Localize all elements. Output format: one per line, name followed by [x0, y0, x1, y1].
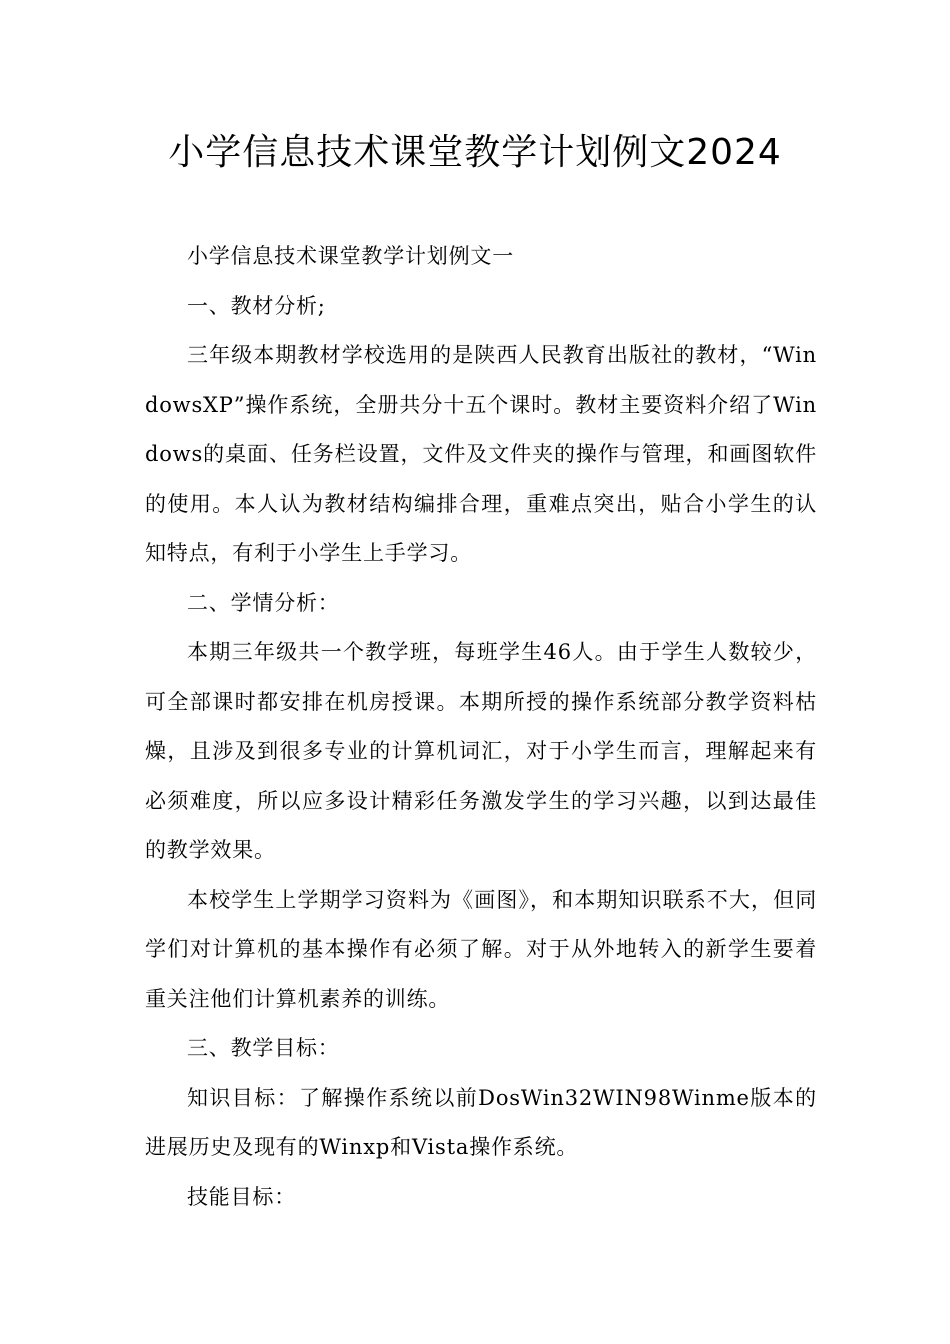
- section-subtitle: 小学信息技术课堂教学计划例文一: [187, 244, 514, 268]
- document-title: 小学信息技术课堂教学计划例文2024: [168, 132, 782, 173]
- heading-teaching-goals: 三、教学目标：: [187, 1036, 340, 1060]
- heading-textbook-analysis: 一、教材分析;: [187, 293, 326, 318]
- heading-skill-goals: 技能目标：: [187, 1184, 296, 1209]
- paragraph-prior-learning: 本校学生上学期学习资料为《画图》，和本期知识联系不大，但同学们对计算机的基本操作有必须了解。对于从外地转入的新学生要着重关注他们计算机素养的训练。: [145, 887, 817, 1011]
- paragraph-textbook-analysis: 三年级本期教材学校选用的是陕西人民教育出版社的教材，“WindowsXP”操作系统，全册共分十五个课时。教材主要资料介绍了Windows的桌面、任务栏设置，文件及文件夹的操作与管理，和画图软件的使用。本人认为教材结构编排合理，重难点突出，贴合小学生的认知特点，有利于小学生上手学习。: [145, 343, 817, 565]
- paragraph-student-analysis: 本期三年级共一个教学班，每班学生46人。由于学生人数较少，可全部课时都安排在机房授课。本期所授的操作系统部分教学资料枯燥，且涉及到很多专业的计算机词汇，对于小学生而言，理解起来有必须难度，所以应多设计精彩任务激发学生的学习兴趣，以到达最佳的教学效果。: [145, 640, 817, 862]
- document-body: [145, 232, 817, 1222]
- paragraph-knowledge-goals: 知识目标：了解操作系统以前DosWin32WIN98Winme版本的进展历史及现有的Winxp和Vista操作系统。: [145, 1085, 817, 1159]
- heading-student-analysis: 二、学情分析：: [187, 590, 340, 615]
